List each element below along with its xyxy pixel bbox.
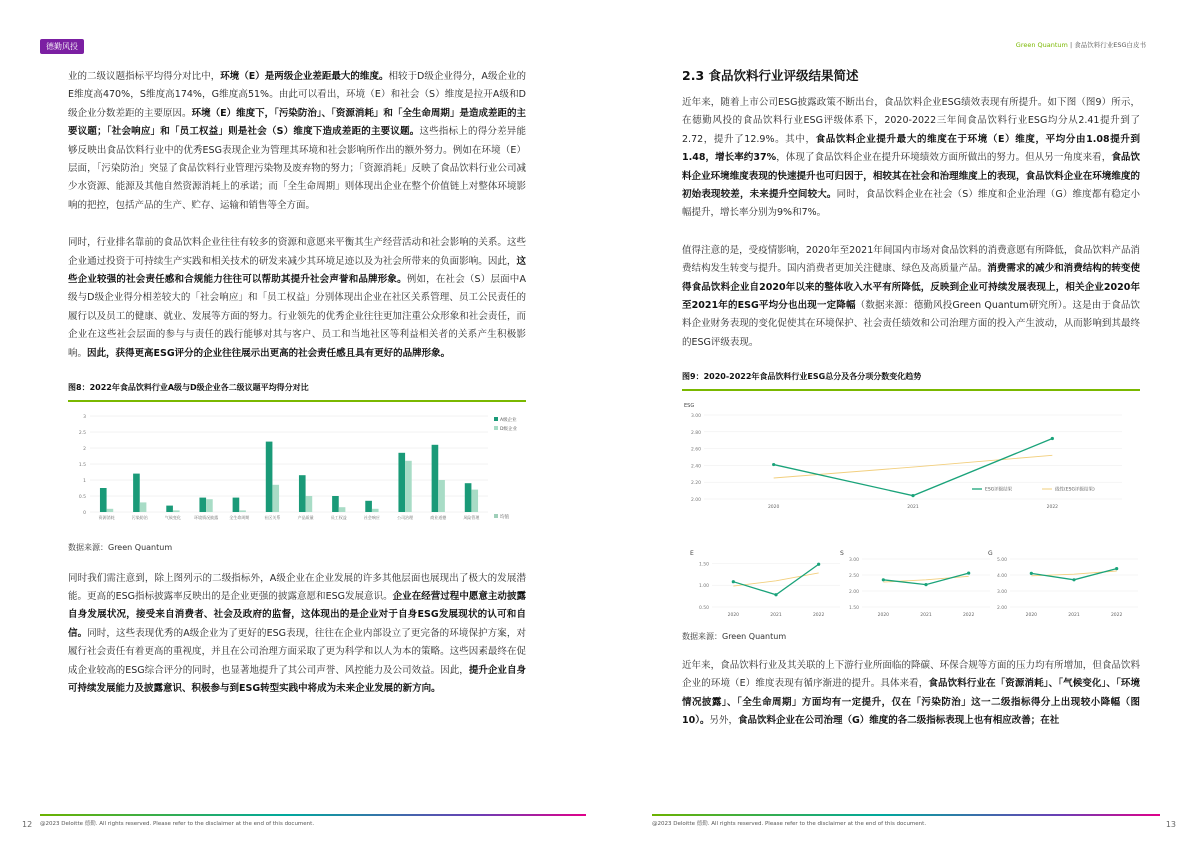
figure-9-chart: [682, 397, 1140, 621]
figure-title: 图8：2022年食品饮料行业A级与D级企业各二级议题平均得分对比: [68, 383, 309, 393]
x-tick-label: 社区关系: [264, 515, 281, 521]
bar-d: [306, 496, 313, 512]
series-line: [733, 565, 818, 596]
bar-d: [140, 502, 147, 512]
x-tick-label: 2021: [1068, 613, 1080, 619]
bar-a: [398, 453, 405, 512]
data-point: [882, 578, 885, 581]
legend-label: A级企业: [500, 418, 517, 424]
body-text: 业的二级议题指标平均得分对比中，: [68, 71, 221, 82]
legend-swatch: [494, 417, 498, 421]
emphasis-text: 食品饮料企业在公司治理（G）维度的各二级指标表现上也有相应改善；在社: [738, 714, 1060, 726]
section-tag: 德勤风投: [40, 39, 84, 54]
body-text: 例如，在社会（S）层面中A级与D级企业得分相差较大的「社会响应」和「员工权益」分别体现出企业在社区关系管理、员工公民责任的履行以及员工的健康、就业、发展等方面的努力。行业领先的优秀企业往往更加注重公众形象和社会责任，而企业在这些社会层面的参与与责任的践行能够对其与客户、员工和当地社区等利益相关者的关系产生积极影响。: [68, 274, 526, 359]
figure-source: 数据来源：Green Quantum: [682, 631, 787, 641]
emphasis-text: 消费需求的减少和消费结构的转变使得食品饮料企业自2020年以来的整体收入水平有所降低，反映到企业可持续发展表现上，相关企业2020年至2021年的ESG平均分也出现一定降幅: [682, 263, 1140, 312]
x-tick-label: 商业道德: [430, 515, 447, 521]
figure-source: 数据来源：Green Quantum: [68, 542, 173, 552]
trend-line: [733, 573, 818, 586]
bar-a: [365, 501, 372, 512]
bar-d: [438, 480, 445, 512]
bar-a: [166, 506, 173, 512]
x-tick-label: 2021: [920, 613, 932, 619]
paragraph: [68, 68, 526, 215]
bar-a: [233, 498, 240, 512]
emphasis-text: 企业在经营过程中愿意主动披露自身发展状况，接受来自消费者、社会及政府的监督，这体现出的是企业对于自身ESG发展现状的认可和自信。: [68, 590, 526, 639]
y-tick-label: 0.5: [78, 495, 86, 501]
header-brand: Green Quantum: [1015, 41, 1068, 49]
y-tick-label: 2.60: [690, 447, 701, 453]
bar-a: [299, 475, 306, 512]
bar-d: [272, 485, 279, 512]
figure-rule: [68, 400, 526, 402]
bar-d: [339, 507, 346, 512]
data-point: [772, 463, 775, 466]
bar-a: [199, 498, 206, 512]
data-point: [1051, 437, 1054, 440]
y-tick-label: 1.50: [848, 606, 859, 612]
body-text: 近年来，随着上市公司ESG披露政策不断出台，食品饮料企业ESG绩效表现有所提升。如下图（图9）所示，在德勤风投的食品饮料行业ESG评级体系下，2020-2022三年间食品饮料行业ESG均分从2.41提升到了2.72，提升了12.9%。其中，: [682, 97, 1140, 145]
emphasis-text: 食品饮料企业环境维度表现的快速提升也可归因于，相较其在社会和治理维度上的表现，食品饮料企业在环境维度的初始表现较差，未来提升空间较大。: [682, 152, 1140, 201]
x-tick-label: 气候变化: [164, 515, 181, 521]
paragraph: [68, 234, 526, 363]
x-tick-label: 2022: [1046, 505, 1059, 511]
y-tick-label: 1: [83, 479, 86, 485]
bar-a: [465, 483, 472, 512]
paragraph: [682, 242, 1140, 352]
bar-a: [100, 488, 107, 512]
figure-8-chart: [68, 408, 526, 530]
x-tick-label: 全生命周期: [229, 515, 250, 521]
emphasis-text: 食品饮料企业提升最大的维度在于环境（E）维度，平均分由1.08提升到1.48，增长率约37%: [682, 133, 1140, 164]
legend-swatch: [494, 426, 498, 430]
data-point: [732, 580, 735, 583]
x-tick-label: 产品质量: [297, 515, 314, 521]
bar-a: [432, 445, 439, 512]
paragraph: [68, 570, 526, 699]
y-tick-label: 2.00: [996, 606, 1007, 612]
y-tick-label: 2.40: [690, 464, 701, 470]
body-text: 同时我们需注意到，除上图列示的二级指标外，A级企业在企业发展的许多其他层面也展现出了极大的发展潜能。更高的ESG指标披露率反映出的是企业更强的披露意愿和ESG发展意识。: [68, 572, 526, 602]
legend-label: 均值: [500, 515, 509, 521]
y-tick-label: 2.00: [690, 498, 701, 504]
y-tick-label: 2.50: [848, 574, 859, 580]
body-text: 同时，食品饮料企业在社会（S）维度和企业治理（G）维度都有稳定小幅提升，增长率分别为9%和7%。: [682, 189, 1140, 219]
bar-d: [107, 509, 114, 512]
y-tick-label: 1.50: [698, 562, 709, 568]
emphasis-text: 食品饮料行业在「资源消耗」、「气候变化」、「环境情况披露」、「全生命周期」方面均有一定提升，仅在「污染防治」这一二级指标得分上出现较小降幅（图10）。: [682, 678, 1140, 726]
y-tick-label: 0.50: [698, 606, 709, 612]
x-tick-label: 风险管理: [463, 515, 480, 521]
running-header: [1016, 40, 1146, 49]
header-text: | 食品饮料行业ESG白皮书: [1069, 41, 1146, 49]
page-number: 12: [22, 820, 33, 829]
copyright: @2023 Deloitte 德勤. All rights reserved. Please refer to the disclaimer at the end of this document.: [652, 821, 927, 827]
y-tick-label: 2.5: [78, 431, 86, 437]
paragraph: [682, 657, 1140, 731]
x-tick-label: 资源消耗: [98, 515, 115, 521]
legend-label: 线性(ESG评级结果): [1055, 487, 1095, 493]
emphasis-text: 提升企业自身可持续发展能力及披露意识、积极参与到ESG转型实践中将成为未来企业发展的新方向。: [68, 664, 526, 694]
x-tick-label: 2020: [1025, 613, 1038, 619]
figure-title: 图9：2020-2022年食品饮料行业ESG总分及各分项分数变化趋势: [682, 372, 922, 382]
x-tick-label: 2022: [1110, 613, 1123, 619]
body-text: （数据来源：德勤风投Green Quantum研究所）。这是由于食品饮料企业财务表现的变化促使其在环境保护、社会责任绩效和公司治理方面的投入产生波动，从而影响到其最终的ESG评级表现。: [682, 300, 1140, 348]
y-tick-label: 2.20: [690, 481, 701, 487]
body-text: ，体现了食品饮料企业在提升环境绩效方面所做出的努力。但从另一角度来看，: [776, 152, 1112, 164]
y-tick-label: 2.80: [690, 431, 701, 437]
y-tick-label: 0: [83, 511, 86, 517]
chart-label: E: [690, 550, 694, 558]
y-axis-label: ESG: [684, 403, 695, 410]
figure-rule: [682, 389, 1140, 391]
y-tick-label: 3.00: [848, 558, 859, 564]
y-tick-label: 2: [83, 447, 86, 453]
legend-label: D级企业: [500, 427, 517, 433]
footer-rule: [652, 814, 1160, 816]
x-tick-label: 公司治理: [397, 515, 414, 521]
y-tick-label: 3: [83, 415, 86, 421]
data-point: [967, 572, 970, 575]
x-tick-label: 2020: [877, 613, 890, 619]
body-text: 相较于D级企业得分，A级企业的E维度高470%，S维度高174%，G维度高51%。由此可以看出，环境（E）和社会（S）维度是拉开A级和D级企业分数差距的主要原因。: [68, 71, 526, 119]
data-point: [1030, 572, 1033, 575]
chart-label: G: [988, 550, 993, 558]
bar-d: [206, 499, 213, 512]
data-point: [1072, 578, 1075, 581]
x-tick-label: 环境情况披露: [194, 515, 219, 521]
footer-rule: [40, 814, 586, 816]
y-tick-label: 1.00: [698, 584, 709, 590]
copyright: @2023 Deloitte 德勤. All rights reserved. Please refer to the disclaimer at the end of this document.: [40, 821, 315, 827]
legend-label: ESG评级结果: [985, 487, 1013, 493]
data-point: [924, 583, 927, 586]
body-text: 另外，: [709, 714, 738, 726]
bar-d: [372, 509, 379, 512]
body-text: 值得注意的是，受疫情影响，2020年至2021年间国内市场对食品饮料的消费意愿有所降低，食品饮料产品消费结构发生转变与提升。国内消费者更加关注健康、绿色及高质量产品。: [682, 244, 1140, 275]
bar-a: [133, 474, 140, 512]
body-text: 同时，行业排名靠前的食品饮料企业往往有较多的资源和意愿来平衡其生产经营活动和社会影响的关系。这些企业通过投资于可持续生产实践和相关技术的研发来减少其环境足迹以及为社会所带来的负面影响。因此，: [68, 237, 526, 267]
x-tick-label: 2021: [770, 613, 782, 619]
body-text: 近年来，食品饮料行业及其关联的上下游行业所面临的降碳、环保合规等方面的压力均有所增加，但食品饮料企业的环境（E）维度表现有循序渐进的提升。具体来看，: [682, 659, 1140, 690]
data-point: [1115, 567, 1118, 570]
section-title: 2.3 食品饮料行业评级结果简述: [682, 68, 859, 83]
body-text: 同时，这些表现优秀的A级企业为了更好的ESG表现，往往在企业内部设立了更完备的环境保护方案，对履行社会责任有着更高的重视度，并且在公司治理方面采取了更为科学和以人为本的策略。这些因素最终在促成企业较高的ESG综合评分的同时，也显著地提升了其公司声誉、风控能力及公司效益。因此，: [68, 627, 526, 676]
y-tick-label: 1.5: [78, 463, 86, 469]
x-tick-label: 员工权益: [330, 515, 347, 521]
right-column: [682, 94, 1140, 749]
data-point: [817, 563, 820, 566]
emphasis-text: 环境（E）是两级企业差距最大的维度。: [220, 71, 389, 82]
figure-8: [68, 382, 526, 553]
y-tick-label: 2.00: [848, 590, 859, 596]
x-tick-label: 2021: [907, 505, 919, 511]
data-point: [911, 494, 914, 497]
y-tick-label: 3.00: [690, 414, 701, 420]
emphasis-text: 环境（E）维度下，「污染防治」、「资源消耗」和「全生命周期」是造成差距的主要议题；「社会响应」和「员工权益」则是社会（S）维度下造成差距的主要议题。: [68, 107, 526, 138]
x-tick-label: 社会响应: [363, 515, 380, 521]
right-page: [600, 0, 1200, 849]
x-tick-label: 2022: [812, 613, 825, 619]
y-tick-label: 3.00: [996, 590, 1007, 596]
body-text: 这些指标上的得分差异能够反映出食品饮料行业中的优秀ESG表现企业为管理其环境和社会影响所作出的额外努力。例如在环境（E）层面，「污染防治」突显了食品饮料行业管理污染物及废弃物的努力；「资源消耗」反映了食品饮料行业公司减少水资源、能源及其他自然资源消耗上的承诺；而「全生命周期」则体现出企业在整个价值链上对整体环境影响的把控，包括产品的生产、贮存、运输和销售等全方面。: [68, 126, 526, 211]
data-point: [774, 593, 777, 596]
bar-a: [266, 442, 273, 512]
page-number: 13: [1165, 820, 1176, 829]
x-tick-label: 2020: [727, 613, 740, 619]
x-tick-label: 污染防治: [131, 515, 148, 521]
left-column: [68, 68, 526, 717]
bar-d: [405, 461, 412, 512]
chart-label: S: [840, 550, 844, 558]
bar-a: [332, 496, 339, 512]
bar-d: [239, 510, 246, 512]
bar-d: [471, 490, 478, 512]
emphasis-text: 这些企业较强的社会责任感和合规能力往往可以帮助其提升社会声誉和品牌形象。: [68, 255, 526, 286]
legend-swatch: [494, 514, 498, 518]
paragraph: [682, 94, 1140, 223]
x-tick-label: 2022: [962, 613, 975, 619]
figure-9: [682, 371, 1140, 642]
x-tick-label: 2020: [767, 505, 780, 511]
y-tick-label: 5.00: [996, 558, 1007, 564]
emphasis-text: 因此，获得更高ESG评分的企业往往展示出更高的社会责任感且具有更好的品牌形象。: [87, 347, 451, 359]
bar-d: [173, 510, 180, 512]
y-tick-label: 4.00: [996, 574, 1007, 580]
trend-line: [774, 456, 1053, 479]
